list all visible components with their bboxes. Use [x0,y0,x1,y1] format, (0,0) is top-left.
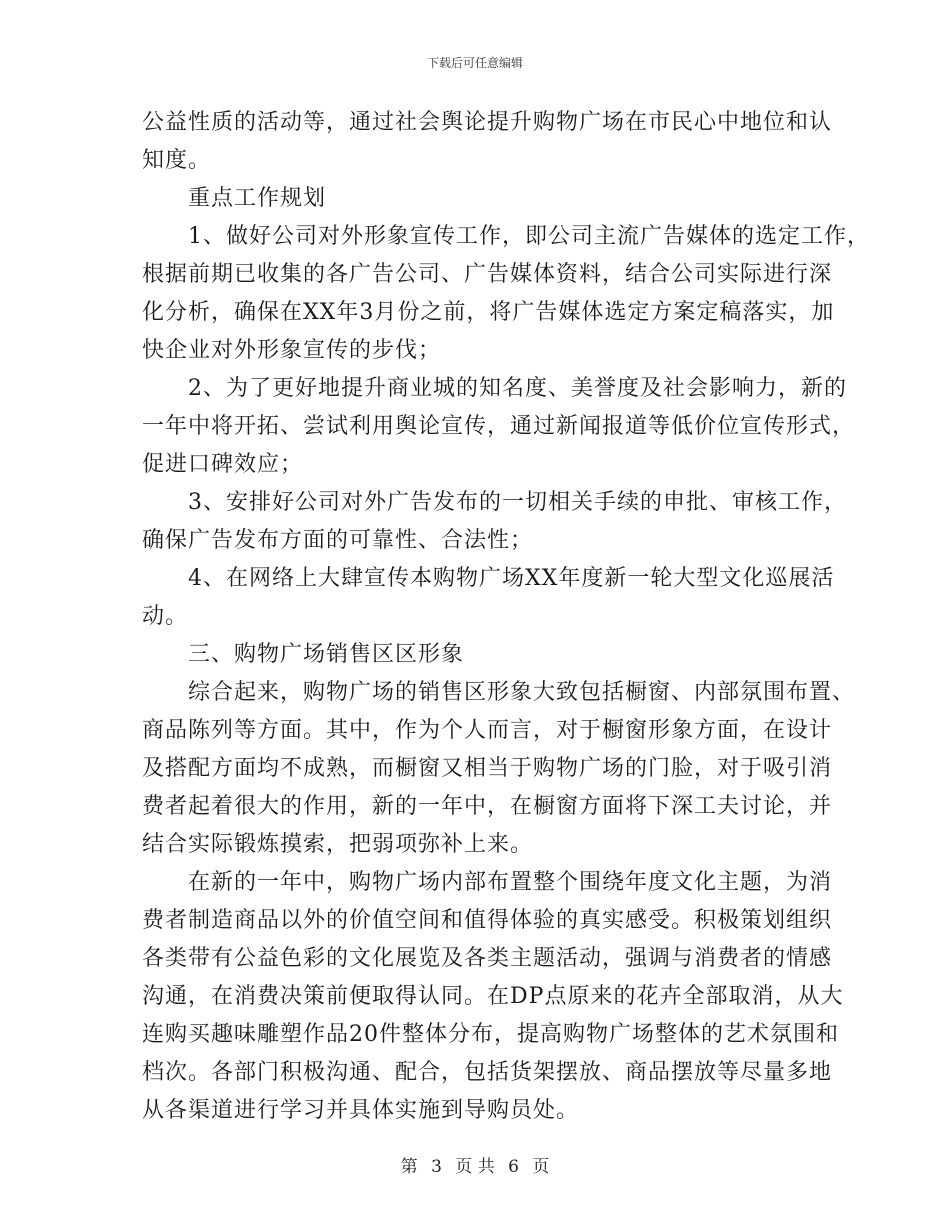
text-line: 化分析，确保在XX年3月份之前，将广告媒体选定方案定稿落实，加 [142,300,835,325]
text-line: 各类带有公益色彩的文化展览及各类主题活动，强调与消费者的情感 [142,946,833,971]
text-line: 结合实际锻炼摸索，把弱项弥补上来。 [142,832,534,857]
text-line: 商品陈列等方面。其中，作为个人而言，对于橱窗形象方面，在设计 [142,718,833,743]
page-prefix: 第 [400,1157,418,1177]
text-line: 知度。 [142,148,212,173]
text-line: 确保广告发布方面的可靠性、合法性； [142,528,534,553]
text-line: 4、在网络上大肆宣传本购物广场XX年度新一轮大型文化巡展活 [188,566,835,591]
page-suffix: 页 [532,1157,550,1177]
text-line: 档次。各部门积极沟通、配合，包括货架摆放、商品摆放等尽量多地 [142,1060,833,1085]
section-heading: 重点工作规划 [188,186,327,211]
text-line: 综合起来，购物广场的销售区形象大致包括橱窗、内部氛围布置、 [188,680,856,705]
text-line: 费者制造商品以外的价值空间和值得体验的真实感受。积极策划组织 [142,908,833,933]
text-line: 及搭配方面均不成熟，而橱窗又相当于购物广场的门脸，对于吸引消 [142,756,833,781]
text-line: 快企业对外形象宣传的步伐； [142,338,442,363]
section-heading: 三、购物广场销售区区形象 [188,642,465,667]
page-number: 3 [431,1157,442,1177]
text-line: 费者起着很大的作用，新的一年中，在橱窗方面将下深工夫讨论，并 [142,794,833,819]
text-line: 从各渠道进行学习并具体实施到导购员处。 [142,1098,580,1123]
text-line: 促进口碑效应； [142,452,304,477]
text-line: 连购买趣味雕塑作品20件整体分布，提高购物广场整体的艺术氛围和 [142,1022,839,1047]
text-line: 2、为了更好地提升商业城的知名度、美誉度及社会影响力，新的 [188,376,847,401]
page-mid: 页 共 [455,1157,495,1177]
text-line: 动。 [142,604,189,629]
total-pages: 6 [508,1157,519,1177]
text-line: 在新的一年中，购物广场内部布置整个围绕年度文化主题，为消 [188,870,833,895]
text-line: 公益性质的活动等，通过社会舆论提升购物广场在市民心中地位和认 [142,110,833,135]
page-footer [0,1152,950,1177]
page-header: 下载后可任意编辑 [426,56,523,70]
text-line: 根据前期已收集的各广告公司、广告媒体资料，结合公司实际进行深 [142,262,833,287]
text-line: 1、做好公司对外形象宣传工作，即公司主流广告媒体的选定工作， [188,224,870,249]
text-line: 一年中将开拓、尝试利用舆论宣传，通过新闻报道等低价位宣传形式， [142,414,856,439]
text-line: 3、安排好公司对外广告发布的一切相关手续的申批、审核工作， [188,490,847,515]
text-line: 沟通，在消费决策前便取得认同。在DP点原来的花卉全部取消，从大 [142,984,844,1009]
